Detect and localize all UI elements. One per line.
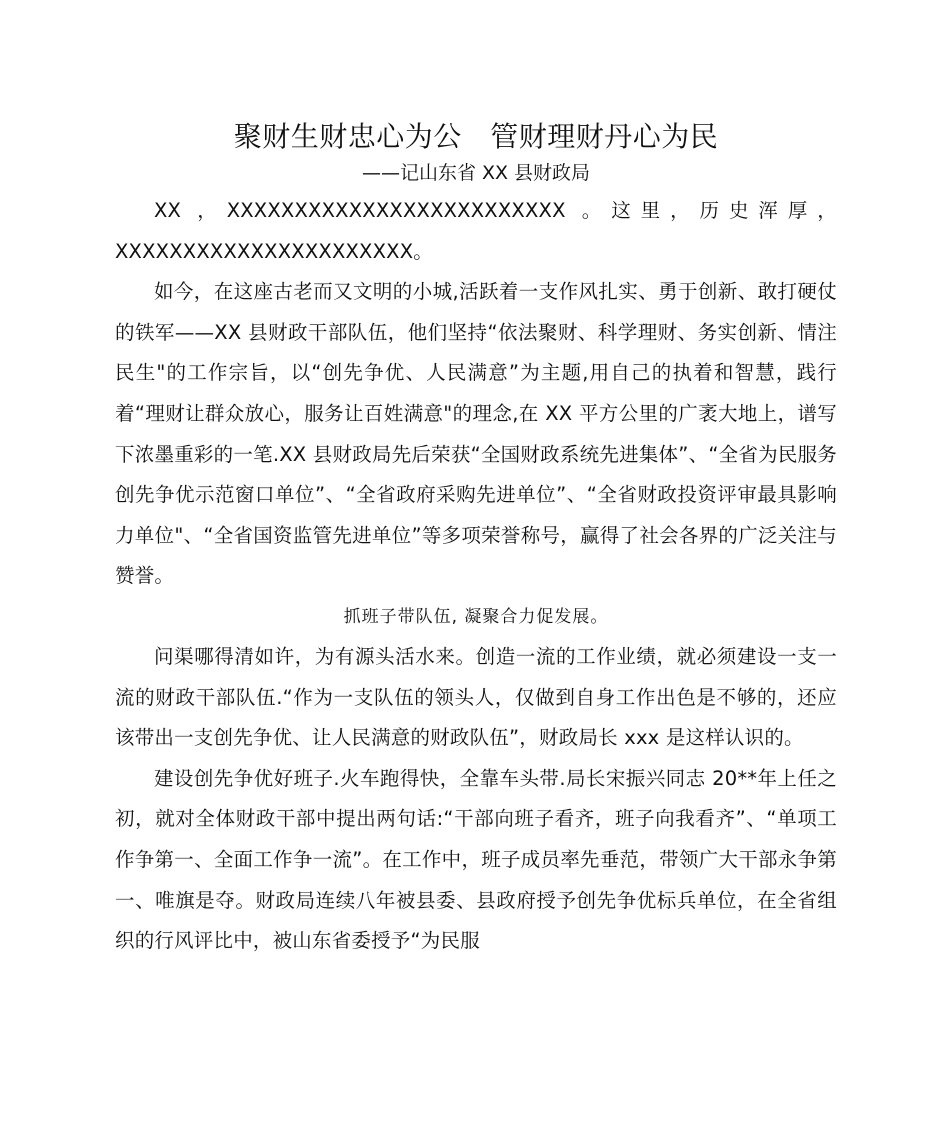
overview-paragraph: 如今，在这座古老而又文明的小城,活跃着一支作风扎实、勇于创新、敢打硬仗的铁军——XX 县财政干部队伍，他们坚持“依法聚财、科学理财、务实创新、情注民生"的工作宗旨，以“创先争优、人民满意”为主题,用自己的执着和智慧，践行着“理财让群众放心，服务让百姓满意"的理念,在 XX 平方公里的广袤大地上，谱写下浓墨重彩的一笔.XX 县财政局先后荣获“全国财政系统先进集体”、“全省为民服务创先争优示范窗口单位”、“全省政府采购先进单位”、“全省财政投资评审最具影响力单位"、“全省国资监管先进单位”等多项荣誉称号，赢得了社会各界的广泛关注与赞誉。	[115, 280, 837, 588]
document-subtitle: ——记山东省 XX 县财政局	[361, 162, 591, 184]
document-page	[115, 117, 837, 962]
section-heading: 抓班子带队伍, 凝聚合力促发展。	[343, 606, 609, 627]
intro-paragraph: XX ，XXXXXXXXXXXXXXXXXXXXXXXXX 。这里，历史浑厚，XXXXXXXXXXXXXXXXXXXXXX。	[115, 199, 837, 263]
section-paragraph: 问渠哪得清如许，为有源头活水来。创造一流的工作业绩，就必须建设一支一流的财政干部队伍.“作为一支队伍的领头人，仅做到自身工作出色是不够的，还应该带出一支创先争优、让人民满意的财政队伍”，财政局长 xxx 是这样认识的。	[115, 644, 837, 750]
document-title: 聚财生财忠心为公 管财理财丹心为民	[233, 120, 719, 153]
section-paragraph: 建设创先争优好班子.火车跑得快，全靠车头带.局长宋振兴同志 20**年上任之初，就对全体财政干部中提出两句话:“干部向班子看齐，班子向我看齐”、“单项工作争第一、全面工作争一流”。在工作中，班子成员率先垂范，带领广大干部永争第一、唯旗是夺。财政局连续八年被县委、县政府授予创先争优标兵单位，在全省组织的行风评比中，被山东省委授予“为民服	[115, 766, 837, 953]
